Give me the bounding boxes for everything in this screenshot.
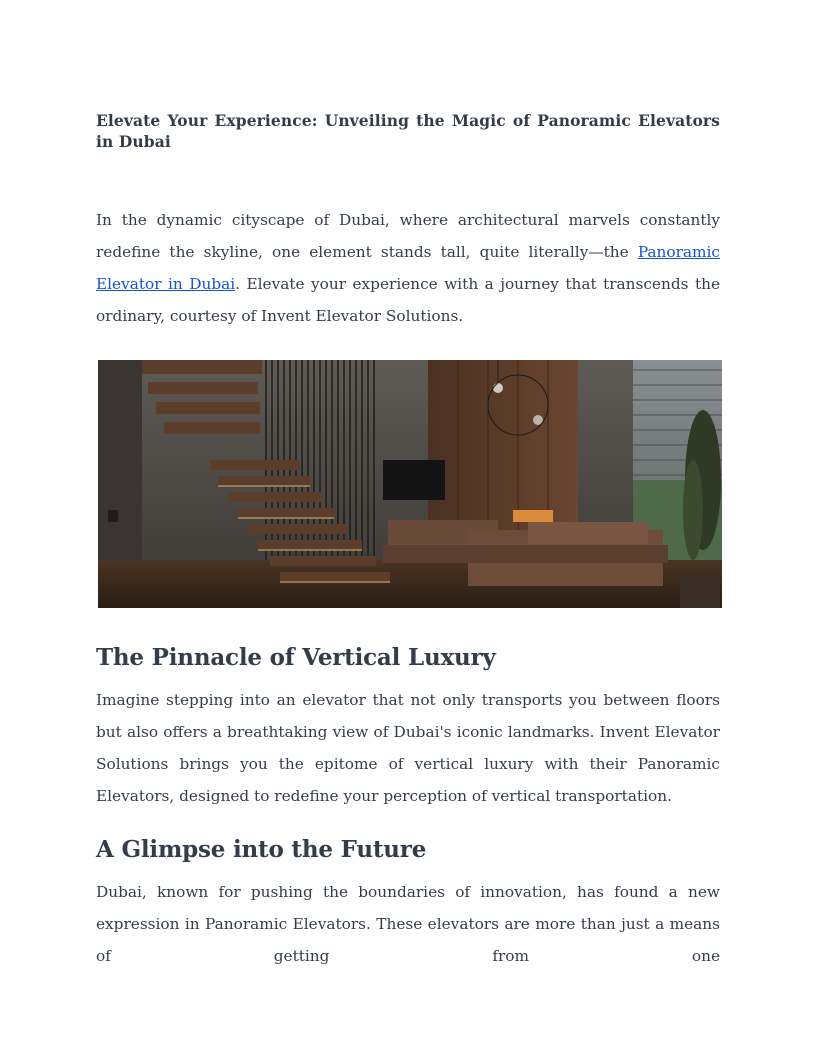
intro-text-start: In the dynamic cityscape of Dubai, where architectural marvels constantly redefine the skyline, one element stands tall, quite literally—the — [96, 211, 720, 261]
section-heading-luxury: The Pinnacle of Vertical Luxury — [96, 644, 496, 671]
intro-text-end: . Elevate your experience with a journey that transcends the ordinary, courtesy of Invent Elevator Solutions. — [96, 275, 720, 325]
section-heading-future: A Glimpse into the Future — [96, 836, 427, 863]
section-body-future: Dubai, known for pushing the boundaries of innovation, has found a new expression in Panoramic Elevators. These elevators are more than just a means of getting from one — [96, 883, 720, 965]
intro-paragraph — [96, 204, 720, 332]
document-title: Elevate Your Experience: Unveiling the Magic of Panoramic Elevators in Dubai — [96, 111, 720, 151]
section-body-luxury: Imagine stepping into an elevator that not only transports you between floors but also offers a breathtaking view of Dubai's iconic landmarks. Invent Elevator Solutions brings you the epitome of vertical luxury with their Panoramic Elevators, designed to redefine your perception of vertical transportation. — [96, 691, 720, 805]
living-room-photo — [98, 360, 722, 608]
panoramic-elevator-link[interactable]: Panoramic Elevator in Dubai — [96, 243, 720, 293]
